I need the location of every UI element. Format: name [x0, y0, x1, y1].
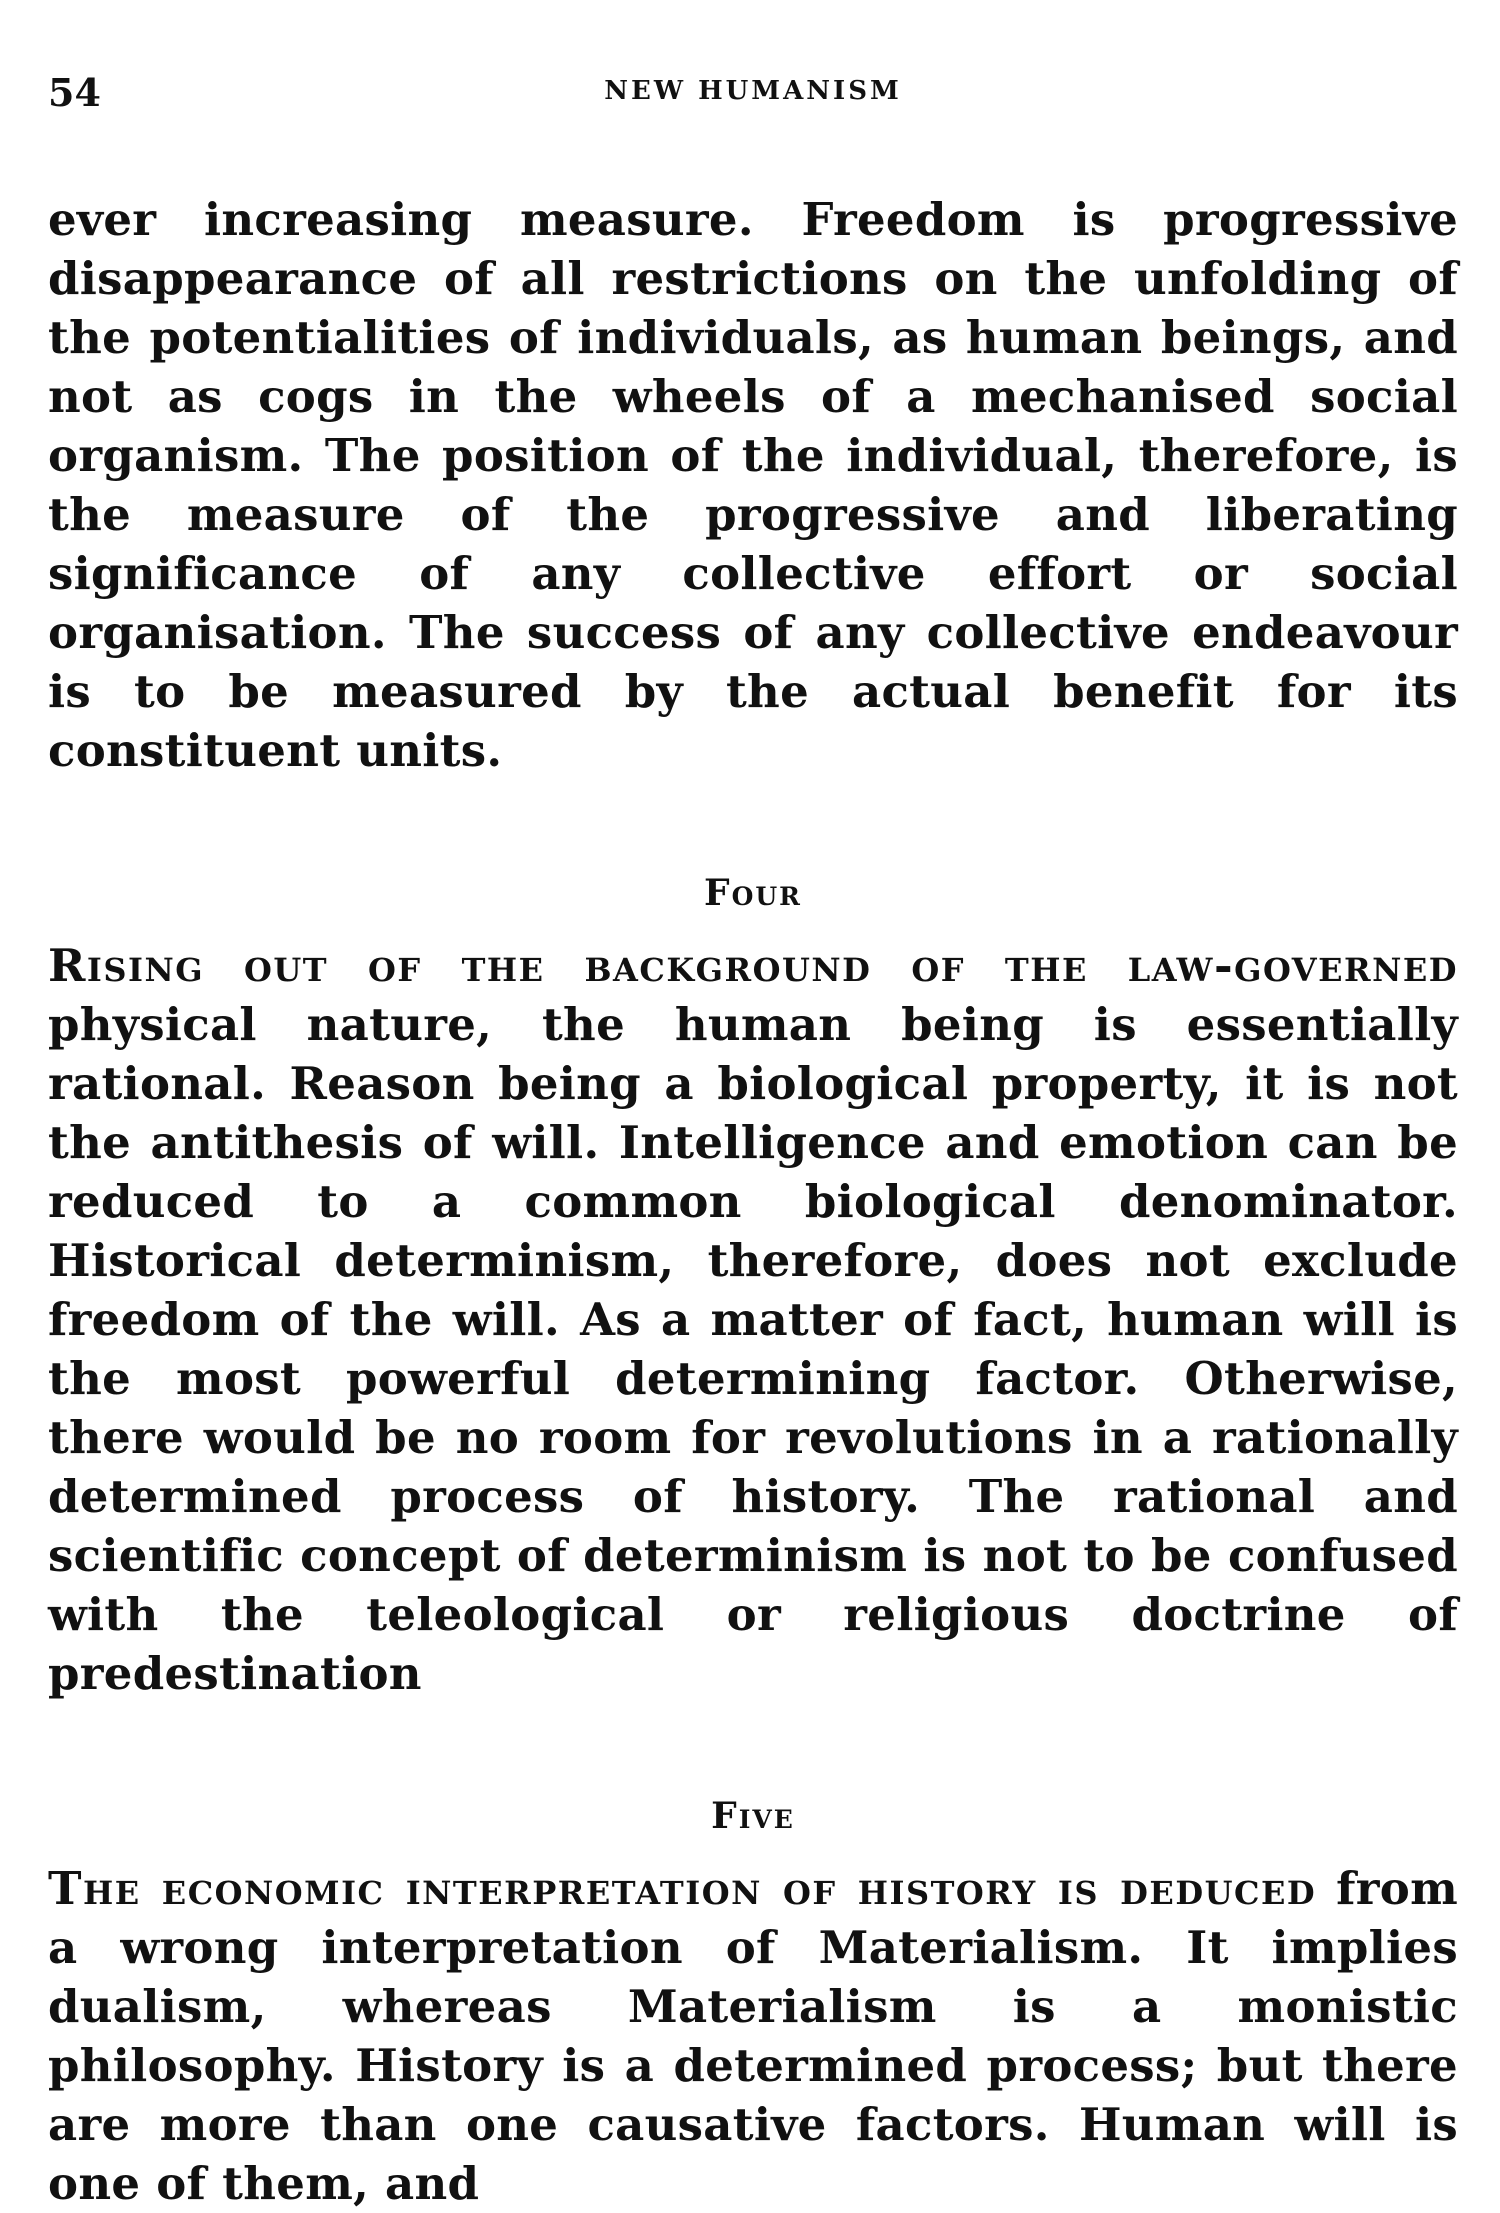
page-number: 54: [48, 70, 101, 115]
section-five-text: [48, 1859, 1458, 2213]
running-title: NEW HUMANISM: [604, 76, 902, 106]
section-heading-five: Five: [711, 1795, 795, 1837]
section-four-body: physical nature, the human being is essentially rational. Reason being a biological property, it is not the antithesis of will. Intelligence and emotion can be reduced to a common biological denominator. Historical determinism, therefore, does not exclude freedom of the will. As a matter of fact, human will is the most powerful determining factor. Otherwise, there would be no room for revolutions in a rationally determined process of history. The rational and scientific concept of determinism is not to be confused with the teleological or religious doctrine of predestination: [48, 998, 1458, 1700]
section-five-opening: The economic interpretation of history is deduced: [48, 1862, 1317, 1915]
section-five-body: from a wrong interpretation of Materialism. It implies dualism, whereas Materialism is a monistic philosophy. History is a determined process; but there are more than one causative factors. Human will is one of them, and: [48, 1862, 1458, 2210]
paragraph-continued: ever increasing measure. Freedom is progressive disappearance of all restrictions on the unfolding of the potentialities of individuals, as human beings, and not as cogs in the wheels of a mechanised social organism. The position of the individual, therefore, is the measure of the progressive and liberating significance of any collective effort or social organisation. The success of any collective endeavour is to be measured by the actual benefit for its constituent units.: [48, 193, 1458, 777]
section-four-text: [48, 936, 1458, 1703]
running-head: [48, 60, 1458, 120]
book-page: [48, 60, 1458, 2210]
section-heading-four: Four: [704, 872, 802, 914]
section-four-opening: Rising out of the background of the law-governed: [48, 939, 1458, 992]
